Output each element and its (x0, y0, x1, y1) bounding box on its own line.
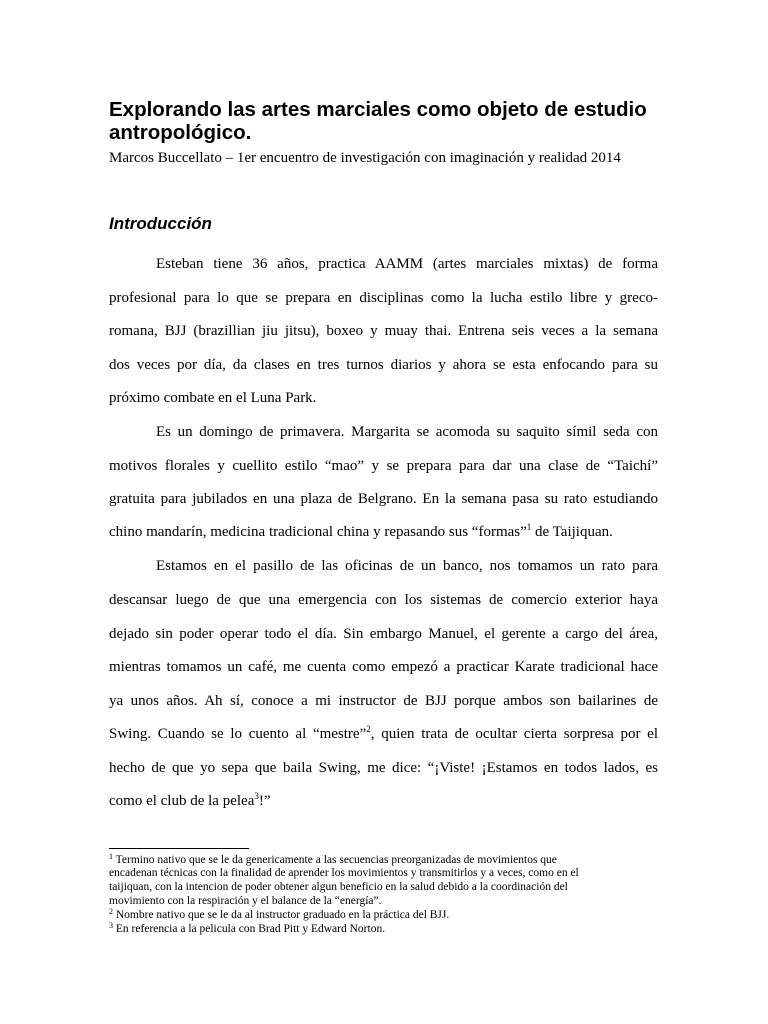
footnote-2-text: Nombre nativo que se le da al instructor graduado en la práctica del BJJ. (113, 909, 450, 921)
footnote-ref-1[interactable]: 1 (526, 522, 532, 532)
paragraph-3-line-6-text-b: , quien trata de ocultar cierta sorpresa por el (370, 726, 658, 742)
paragraph-2-line-4-text-b: de Taijiquan. (531, 524, 613, 540)
footnote-separator (109, 848, 249, 849)
paragraph-3-line-7: hecho de que yo sepa que baila Swing, me dice: “¡Viste! ¡Estamos en todos lados, es (109, 760, 658, 776)
paragraph-3-line-5: ya unos años. Ah sí, conoce a mi instructor de BJJ porque ambos son bailarines de (109, 693, 658, 709)
paragraph-2-line-2: motivos florales y cuellito estilo “mao” y se prepara para dar una clase de “Taichí” (109, 458, 658, 474)
footnote-3-text: En referencia a la pelicula con Brad Pitt y Edward Norton. (113, 923, 386, 935)
footnote-3-number: 3 (109, 921, 113, 930)
paragraph-1-line-2: profesional para lo que se prepara en disciplinas como la lucha estilo libre y greco- (109, 290, 658, 306)
footnote-1-line-4: movimiento con la respiración y el balance de la “energía”. (109, 895, 382, 907)
paragraph-1-line-1: Esteban tiene 36 años, practica AAMM (artes marciales mixtas) de forma (156, 256, 658, 272)
paragraph-2-line-4-text-a: chino mandarín, medicina tradicional china y repasando sus “formas” (109, 524, 527, 540)
paragraph-3-line-2: descansar luego de que una emergencia con los sistemas de comercio exterior haya (109, 592, 658, 608)
paragraph-3-line-8-text-b: !” (258, 793, 271, 809)
paragraph-1-line-4: dos veces por día, da clases en tres turnos diarios y ahora se esta enfocando para su (109, 357, 658, 373)
paragraph-2-line-4 (109, 521, 658, 543)
footnote-ref-2[interactable]: 2 (366, 724, 371, 734)
paragraph-3-line-4: mientras tomamos un café, me cuenta como empezó a practicar Karate tradicional hace (109, 659, 658, 675)
footnote-ref-3[interactable]: 3 (254, 791, 259, 801)
paragraph-1-line-3: romana, BJJ (brazillian jiu jitsu), boxeo y muay thai. Entrena seis veces a la semana (109, 323, 658, 339)
footnote-1-line-1 (109, 853, 658, 867)
paragraph-3-line-1: Estamos en el pasillo de las oficinas de un banco, nos tomamos un rato para (156, 558, 658, 574)
footnote-1-number: 1 (109, 852, 113, 861)
paragraph-3-line-6-text-a: Swing. Cuando se lo cuento al “mestre” (109, 726, 367, 742)
paragraph-3-line-3: dejado sin poder operar todo el día. Sin embargo Manuel, el gerente a cargo del área, (109, 626, 658, 642)
footnote-2 (109, 908, 658, 922)
footnote-3 (109, 922, 658, 936)
footnote-2-number: 2 (109, 907, 113, 916)
paragraph-1-line-5: próximo combate en el Luna Park. (109, 390, 317, 406)
document-title: Explorando las artes marciales como objeto de estudio antropológico. (109, 98, 647, 144)
paragraph-3-line-8-text-a: como el club de la pelea (109, 793, 255, 809)
footnote-1-line-2: encadenan técnicas con la finalidad de aprender los movimientos y transmitirlos y a veces, como en el (109, 867, 579, 879)
footnote-1-line-3: taijiquan, con la intencion de poder obtener algun beneficio en la salud debido a la coordinación del (109, 881, 568, 893)
document-subtitle: Marcos Buccellato – 1er encuentro de investigación con imaginación y realidad 2014 (109, 150, 621, 166)
paragraph-2-line-3: gratuita para jubilados en una plaza de Belgrano. En la semana pasa su rato estudiando (109, 491, 658, 507)
footnote-1-text: Termino nativo que se le da genericamente a las secuencias preorganizadas de movimientos que (113, 854, 557, 866)
paragraph-3-line-8 (109, 790, 658, 812)
section-heading-introduccion: Introducción (109, 214, 212, 233)
paragraph-2-line-1: Es un domingo de primavera. Margarita se acomoda su saquito símil seda con (156, 424, 658, 440)
paragraph-3-line-6 (109, 723, 658, 745)
